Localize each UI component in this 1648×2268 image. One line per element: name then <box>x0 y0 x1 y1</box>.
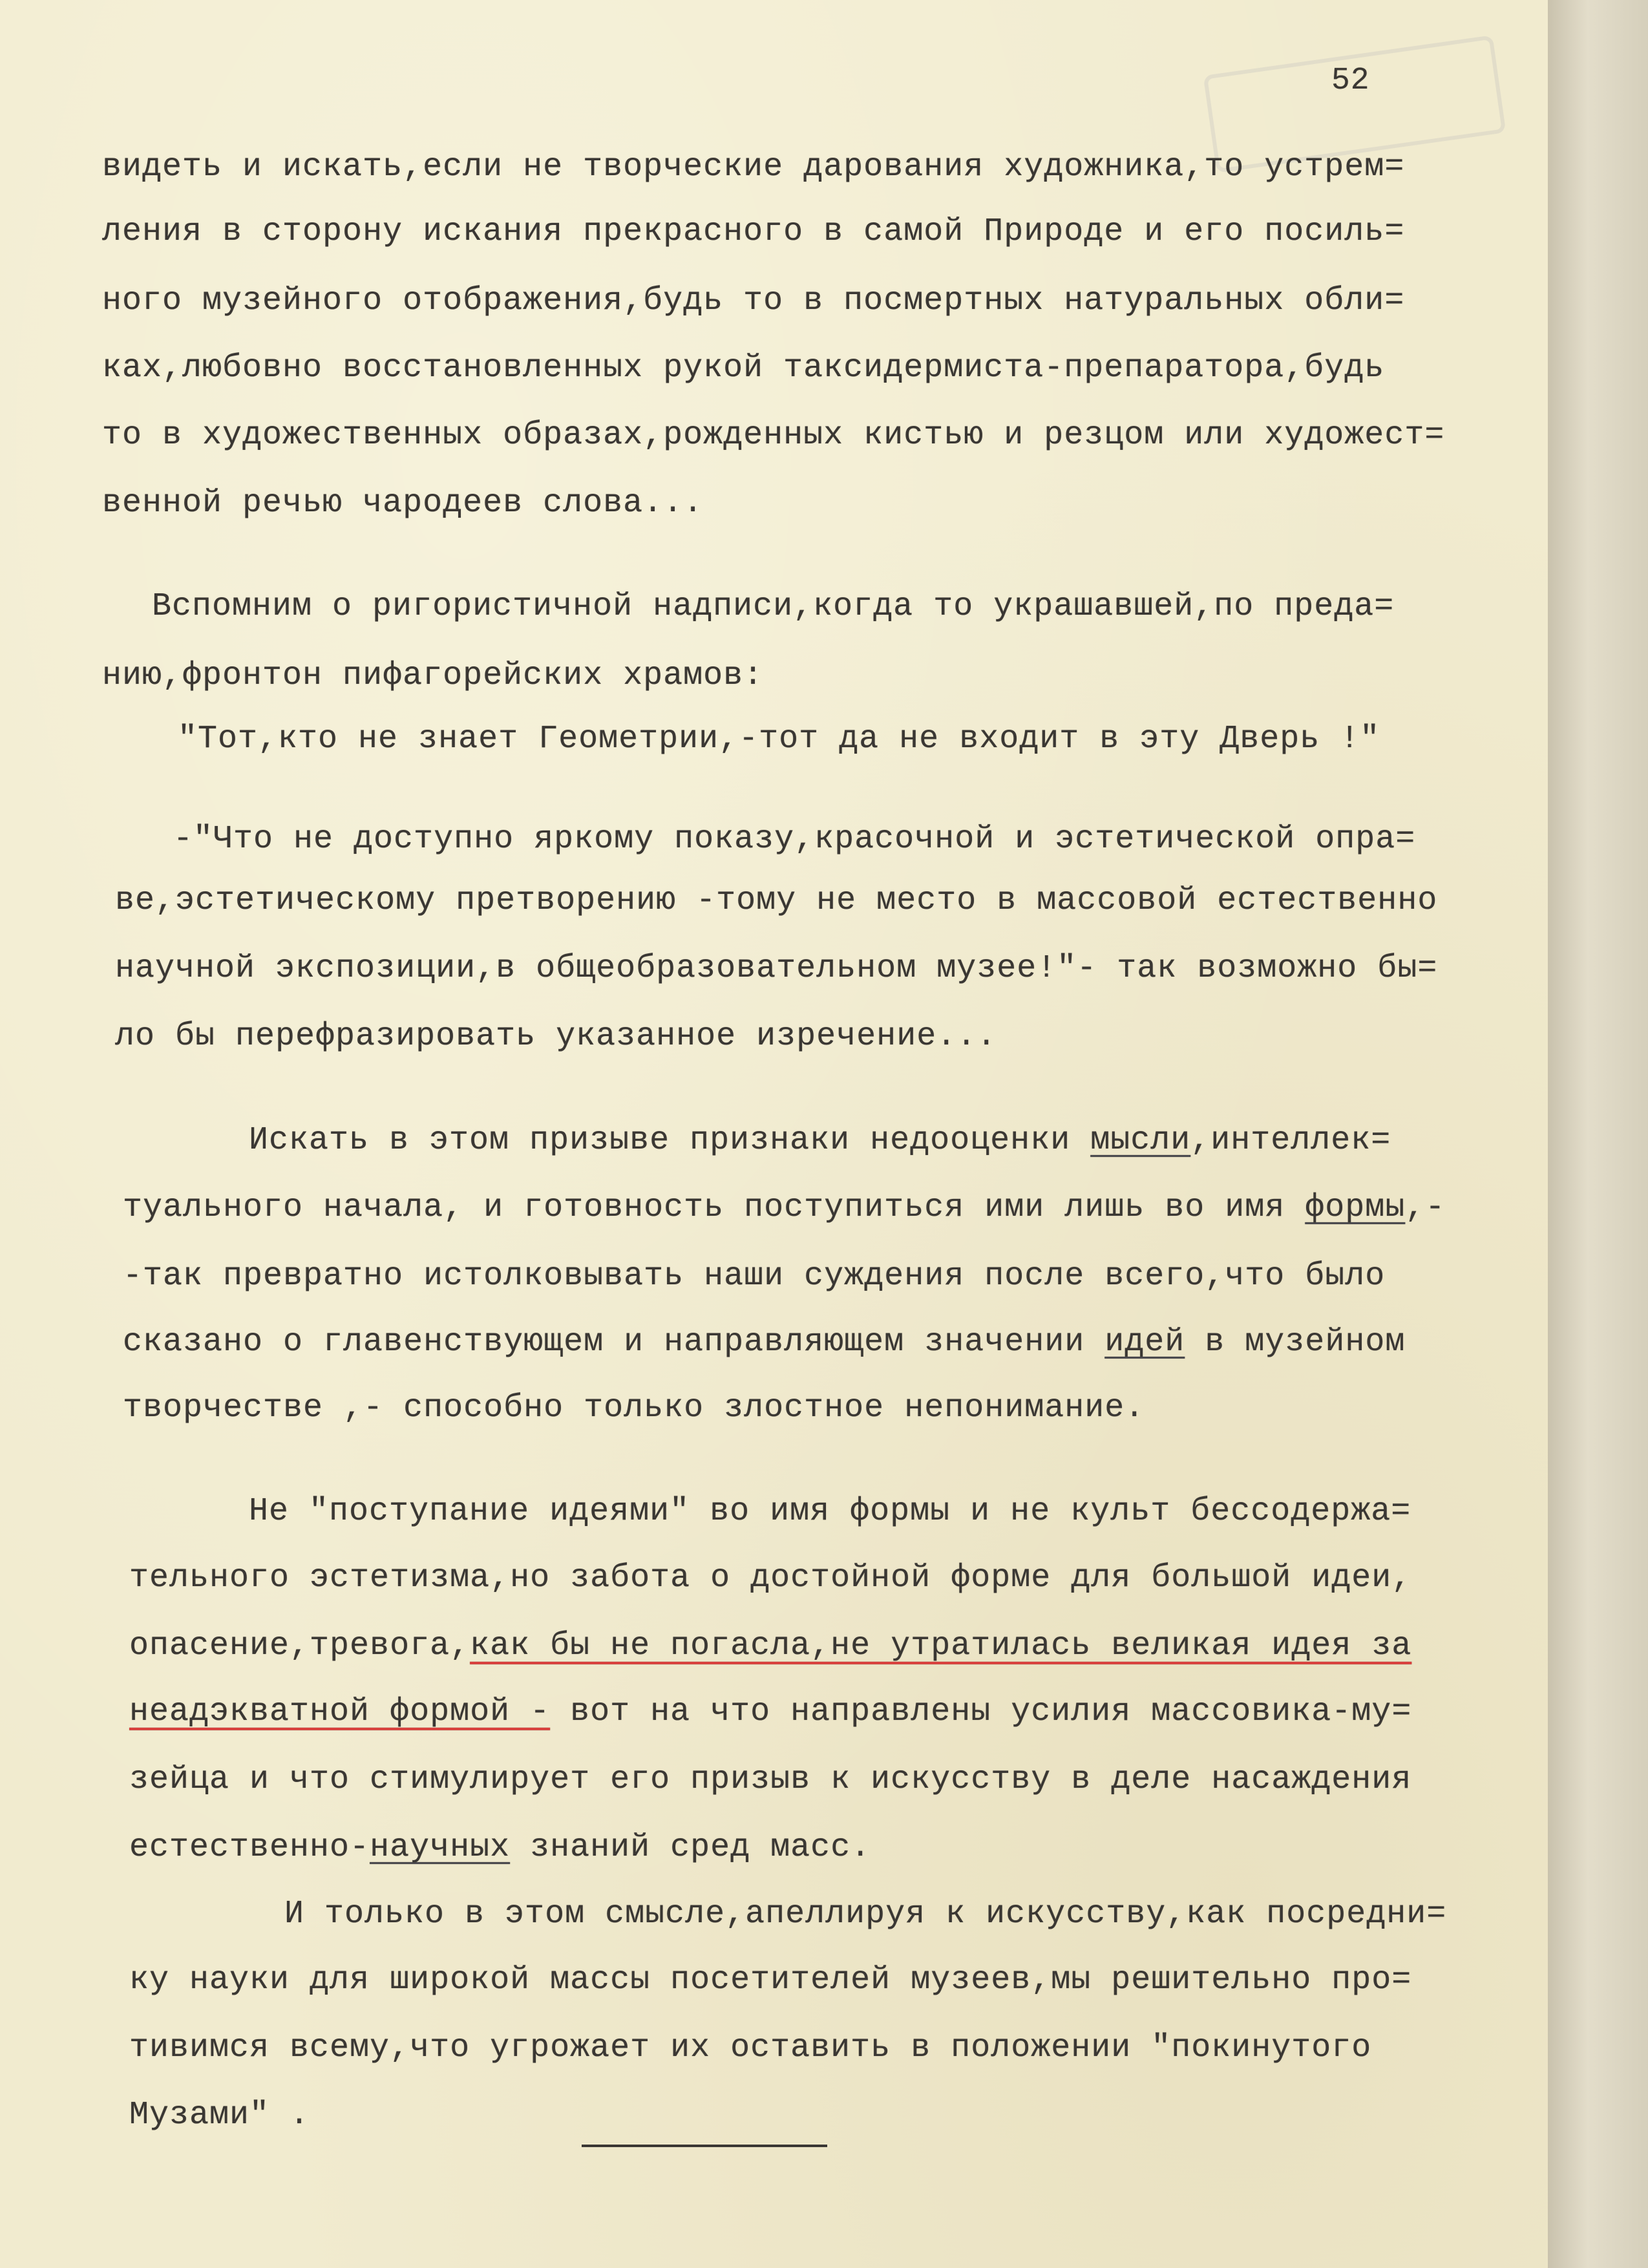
text-line <box>123 1258 1385 1295</box>
text-line <box>129 1761 1411 1798</box>
text-segment: ло бы перефразировать указанное изречение... <box>115 1018 997 1055</box>
pencil-underlined-word: научных <box>370 1829 511 1866</box>
text-segment: то в художественных образах,рожденных кистью и резцом или художест= <box>102 417 1445 454</box>
text-line <box>102 213 1404 250</box>
text-segment: туального начала, и готовность поступиться ими лишь во имя <box>123 1189 1305 1226</box>
text-segment: ,- <box>1405 1189 1446 1226</box>
text-segment: Музами" . <box>129 2097 310 2134</box>
text-line <box>129 1962 1411 1998</box>
closing-rule <box>582 2145 827 2147</box>
text-segment: -"Что не доступно яркому показу,красочной и эстетической опра= <box>173 821 1416 858</box>
text-segment: ного музейного отображения,будь то в посмертных натуральных обли= <box>102 282 1405 319</box>
text-line <box>102 417 1444 454</box>
text-segment: естественно- <box>129 1829 370 1866</box>
text-segment: научной экспозиции,в общеобразовательном музее!"- так возможно бы= <box>115 950 1438 987</box>
text-segment: венной речью чародеев слова... <box>102 485 704 522</box>
text-line <box>102 149 1404 185</box>
text-line <box>129 1693 1411 1730</box>
text-line <box>249 1493 1411 1530</box>
pencil-underlined-word: мысли <box>1090 1122 1191 1159</box>
text-segment: тельного эстетизма,но забота о достойной форме для большой идеи, <box>129 1560 1412 1596</box>
text-line <box>173 821 1415 858</box>
text-line <box>123 1324 1405 1361</box>
text-segment: в музейном <box>1185 1324 1406 1361</box>
text-segment: Искать в этом призыве признаки недооценки <box>249 1122 1091 1159</box>
text-segment: нию,фронтон пифагорейских храмов: <box>102 657 764 694</box>
red-underlined-phrase: неадэкватной формой - <box>129 1693 551 1730</box>
pencil-underlined-word: идей <box>1104 1324 1185 1361</box>
page-number: 52 <box>1331 63 1370 98</box>
text-line <box>129 1829 871 1866</box>
text-line <box>102 485 703 522</box>
text-line <box>249 1122 1391 1159</box>
text-segment: ку науки для широкой массы посетителей музеев,мы решительно про= <box>129 1962 1412 1998</box>
text-segment: ,интеллек= <box>1190 1122 1391 1159</box>
text-segment: творчестве ,- способно только злостное непонимание. <box>123 1390 1145 1426</box>
text-line <box>152 588 1394 625</box>
text-line <box>129 2097 310 2134</box>
text-segment: ления в сторону искания прекрасного в самой Природе и его посиль= <box>102 213 1405 250</box>
text-line <box>123 1189 1445 1226</box>
text-segment: ве,эстетическому претворению -тому не место в массовой естественно <box>115 882 1438 919</box>
text-segment: знаний сред масс. <box>510 1829 871 1866</box>
text-line <box>102 282 1404 319</box>
text-line <box>178 721 1380 758</box>
text-segment: вот на что направлены усилия массовика-му= <box>550 1693 1412 1730</box>
text-segment: И только в этом смысле,апеллируя к искусству,как посредни= <box>284 1896 1447 1933</box>
text-line <box>115 882 1437 919</box>
pencil-underlined-word: формы <box>1305 1189 1406 1226</box>
text-line <box>102 657 763 694</box>
text-line <box>284 1896 1446 1933</box>
text-segment: видеть и искать,если не творческие дарования художника,то устрем= <box>102 149 1405 185</box>
red-underlined-phrase: как бы не погасла,не утратилась великая идея за <box>470 1627 1412 1664</box>
text-line <box>129 1627 1411 1664</box>
text-line <box>129 1560 1411 1596</box>
text-segment: ках,любовно восстановленных рукой таксидермиста-препаратора,будь <box>102 350 1385 387</box>
text-segment: Вспомним о ригористичной надписи,когда то украшавшей,по преда= <box>152 588 1395 625</box>
text-segment: тивимся всему,что угрожает их оставить в положении "покинутого <box>129 2030 1372 2066</box>
text-segment: -так превратно истолковывать наши суждения после всего,что было <box>123 1258 1386 1295</box>
text-segment: зейца и что стимулирует его призыв к искусству в деле насаждения <box>129 1761 1412 1798</box>
text-line <box>115 950 1437 987</box>
text-segment: сказано о главенствующем и направляющем значении <box>123 1324 1105 1361</box>
text-segment: опасение,тревога, <box>129 1627 470 1664</box>
text-segment: "Тот,кто не знает Геометрии,-тот да не входит в эту Дверь !" <box>178 721 1380 758</box>
text-line <box>123 1390 1145 1426</box>
text-line <box>129 2030 1371 2066</box>
text-segment: Не "поступание идеями" во имя формы и не культ бессодержа= <box>249 1493 1411 1530</box>
text-line <box>115 1018 997 1055</box>
scanner-background-edge <box>1548 0 1648 2268</box>
text-line <box>102 350 1384 387</box>
